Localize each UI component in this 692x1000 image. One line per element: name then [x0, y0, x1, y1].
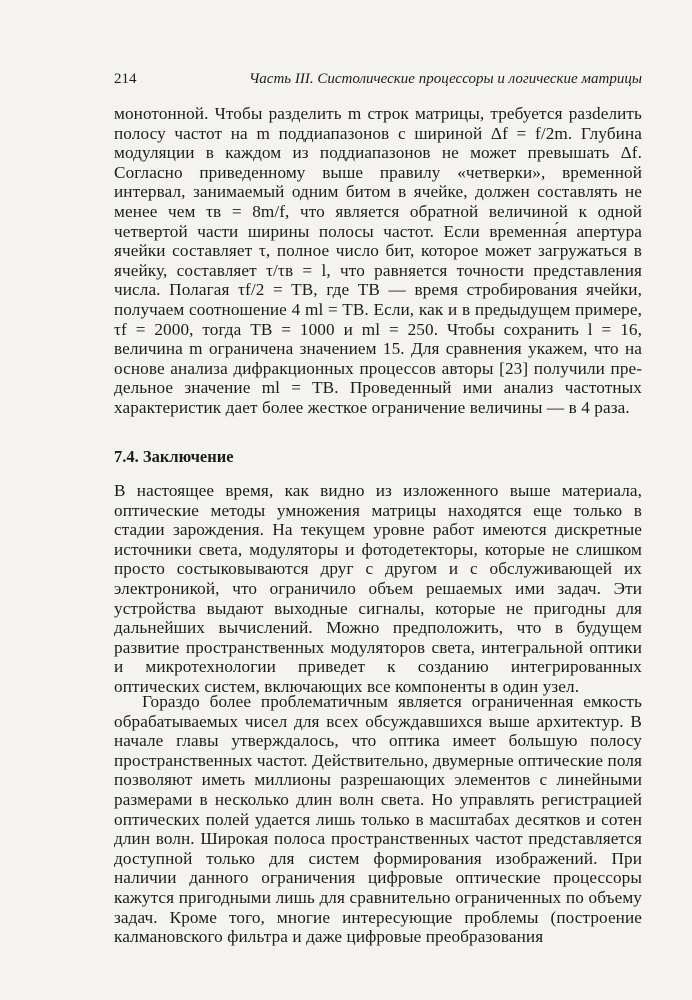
page-number: 214	[114, 71, 137, 87]
paragraph-block-2	[114, 481, 642, 697]
paragraph-block-3	[114, 692, 642, 947]
paragraph-block-1	[114, 104, 642, 418]
paragraph-3: Гораздо более проблематичным является ограниченная емкость обрабатываемых чисел для всех обсуждавшихся выше архитектур. В начале главы утверждалось, что оптика имеет большую полосу пространственных частот. Действительно, двумерные оптические поля позволяют иметь миллионы разрешающих элементов с линейными размерами в несколько длин волн света. Но управлять регистрацией оптических полей удается лишь только в масштабах десятков и сотен длин волн. Широкая полоса пространственных частот представляется доступной только для систем формирования изображений. При наличии данного ограничения цифровые оптические процессоры кажутся пригодными лишь для сравнительно ограниченных по объему задач. Кроме того, многие интересующие проблемы (построение калмановского фильтра и даже цифровые преобразования	[114, 692, 642, 947]
running-title: Часть III. Систолические процессоры и логические матрицы	[248, 71, 642, 87]
section-heading: 7.4. Заключение	[114, 447, 234, 466]
paragraph-1: монотонной. Чтобы разделить m строк матрицы, требуется разdелить полосу частот на m поддиапазонов с шириной Δf = f/2m. Глубина модуляции в каждом из поддиапазонов не может превышать Δf. Согласно приведенному выше правилу «четверки», временной интервал, занимаемый одним битом в ячейке, должен составлять не менее чем τв = 8m/f, что является обратной величиной к одной четвертой части ширины полосы частот. Если временна́я апертура ячейки составляет τ, полное число бит, которое может загружаться в ячейку, составляет τ/τв = l, что равняется точности представления числа. Полагая τf/2 = TB, где TB — время стробирования ячейки, получаем соотношение 4 ml = TB. Если, как и в предыдущем примере, τf = 2000, тогда TB = 1000 и ml = 250. Чтобы сохранить l = 16, величина m ограничена значением 15. Для сравнения укажем, что на основе анализа дифракционных процессов авторы [23] получили предельное значение ml = TB. Проведенный ими анализ частотных характеристик дает более жесткое ограничение величины — в 4 раза.	[114, 104, 642, 417]
paragraph-2: В настоящее время, как видно из изложенного выше материала, оптические методы умножения матрицы находятся еще только в стадии зарождения. На текущем уровне работ имеются дискретные источники света, модуляторы и фотодетекторы, которые не слишком просто состыковываются друг с другом и с обслуживающей их электроникой, что ограничило объем решаемых ими задач. Эти устройства выдают выходные сигналы, которые не пригодны для дальнейших вычислений. Можно предположить, что в будущем развитие пространственных модуляторов света, интегральной оптики и микротехнологии приведет к созданию интегрированных оптических систем, включающих все компоненты в один узел.	[114, 481, 642, 696]
